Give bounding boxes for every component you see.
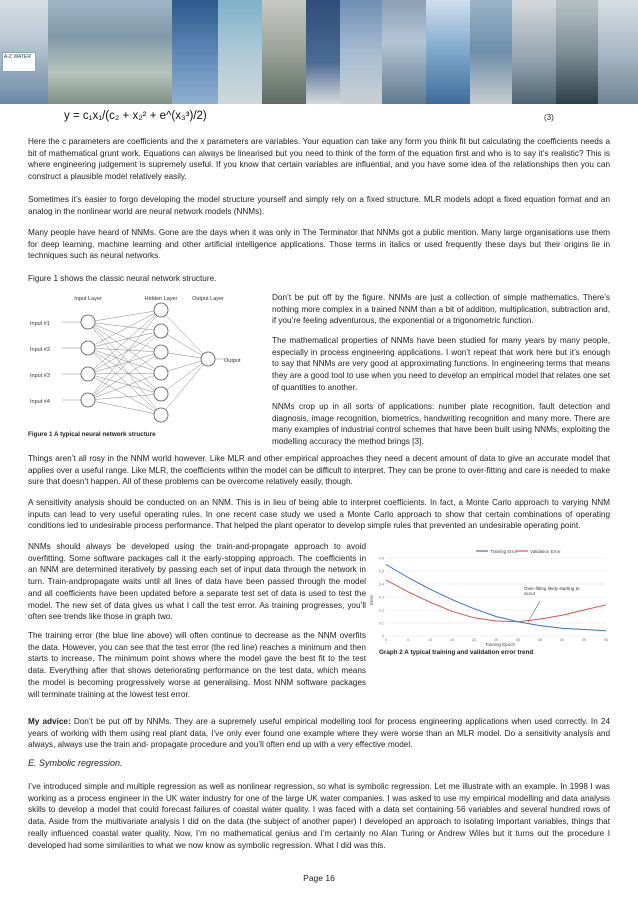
nn-output-node	[201, 352, 215, 366]
equation-number: (3)	[544, 113, 554, 122]
advice-label: My advice:	[28, 717, 71, 726]
advice-paragraph	[28, 716, 610, 751]
advice-text: Don’t be put off by NNMs. They are a supremely useful empirical modelling tool for process engineering applications when used correctly. In 24 years of working with them using real plant data, I’ve only ever found one example where they were worse than an MLR model. Do a sensitivity analysis and always, always use the train and- propagate procedure and you’ll often end up with a very effective model.	[28, 717, 610, 750]
nn-edge-input-hidden	[88, 400, 161, 415]
nn-edge-input-hidden	[88, 331, 161, 348]
x-tick-label: 10	[427, 638, 433, 642]
paragraph-7: I’ve introduced simple and multiple regression as well as nonlinear regression, so what is symbolic regression. Let me illustrate with an example. In 1998 I was working as a process engineer in the UK water industry for one of the large UK water companies. I was asked to use my empirical modelling and data analysis skills to develop a model that could forecast failures of coastal water quality. I was faced with a data set containing 56 variables and several hundred rows of data. Aside from the multivariate analysis I did on the data (the subject of another paper) I developed an approach to isolating important variables, things that really influenced coastal water quality. Now, I’m no mathematical genius and I’m certainly no Alan Turing or Andrew Wiles but it turns out the procedure I developed had some similarities to what we now know as symbolic regression. What I did was this.	[28, 782, 610, 850]
x-tick-label: 25	[493, 638, 499, 642]
nn-edge-input-hidden	[88, 322, 161, 415]
paragraph-6: A sensitivity analysis should be conducted on an NNM. This is in lieu of being able to interpret coefficients. In fact, a Monte Carlo approach to varying NNM inputs can lead to very useful operating rules. In one recent case study we used a Monte Carlo approach to show that certain combinations of operating conditions led to undesirable process performance. That helped the plant operator to develop simple rules that prevented an undesirable operating point.	[28, 498, 610, 531]
nn-hidden-node	[154, 408, 168, 422]
graph-2-caption: Graph 2 A typical training and validation error trend	[379, 649, 534, 656]
equation	[64, 110, 207, 122]
y-tick-label: 0.3	[378, 595, 384, 600]
nn-hidden-node	[154, 387, 168, 401]
right-paragraph-2: The mathematical properties of NNMs have been studied for many years by many people, especially in process engineering applications. I won’t repeat that work here but it’s enough to say that NNMs are very good at approximating functions. In engineering terms that means they are a good tool to use when you need to develop an empirical model that relates one set of quantities to another.	[272, 336, 610, 392]
right-paragraph-3: NNMs crop up in all sorts of applications: number plate recognition, fault detection and diagnosis, image recognition, biometrics, handwriting recognition and many more. There are many examples of industrial control schemes that have been built using NNMs, exploiting the modelling accuracy the method brings [3].	[272, 402, 610, 447]
banner-photo-7	[382, 0, 426, 104]
x-tick-label: 20	[471, 638, 477, 642]
x-tick-label: 30	[515, 638, 521, 642]
banner-photo-4	[262, 0, 306, 104]
nn-edge-input-hidden	[88, 352, 161, 400]
input-layer-label: Input Layer	[74, 296, 102, 302]
nn-edge-input-hidden	[88, 373, 161, 374]
banner-photo-11	[556, 0, 598, 104]
banner-photo-5	[306, 0, 340, 104]
x-tick-label: 5	[406, 638, 410, 642]
banner-logo: A-Z WATER	[2, 52, 36, 72]
banner-photo-8	[426, 0, 470, 104]
equation-text: y = c₁x₁/(c₂ + x₂² + e^(x₃³)/2)	[64, 110, 207, 122]
figure-1-caption: Figure 1 A typical neural network structure	[28, 431, 156, 438]
nn-edge-input-hidden	[88, 348, 161, 352]
y-tick-label: 0.5	[378, 569, 384, 574]
input-label-1: Input #1	[30, 321, 50, 327]
nn-edge-input-hidden	[88, 348, 161, 373]
paragraph-4: Figure 1 shows the classic neural network structure.	[28, 274, 217, 283]
graph-2-xlabel: Training Epoch	[484, 642, 516, 647]
nn-input-node	[81, 367, 95, 381]
output-layer-label: Output Layer	[192, 296, 224, 302]
nn-edge-hidden-output	[161, 359, 208, 415]
nn-input-node	[81, 393, 95, 407]
input-label-4: Input #4	[30, 399, 50, 405]
banner-photo-6	[340, 0, 382, 104]
right-paragraph-1: Don’t be put off by the figure. NNMs are just a collection of simple mathematics. There’s nothing more complex in a trained NNM than a bit of addition, multiplication, subtraction and, if you’re feeling adventurous, the exponential or a trigonometric function.	[272, 293, 610, 326]
nn-edge-hidden-output	[161, 331, 208, 359]
banner-photo-2	[172, 0, 218, 104]
x-tick-label: 15	[449, 638, 455, 642]
banner-photo-12	[598, 0, 638, 104]
input-label-2: Input #2	[30, 347, 50, 353]
nn-edge-input-hidden	[88, 374, 161, 415]
left-paragraph-1: NNMs should always be developed using the train-and-propagate approach to avoid overfitting. Some software packages call it the early-stopping approach. The coefficients in an NNM are determined iteratively by passing each set of input data through the network in turn. Train-andpropagate waits until all lines of data have been passed through the model and all coefficients have been updated before a separate test set of data is used to test the model. The new set of data gives us what I call the test error. As training progresses, you’ll often see trends like those in graph two.	[28, 542, 366, 622]
input-label-3: Input #3	[30, 373, 50, 379]
banner-photo-1	[48, 0, 172, 104]
paragraph-3: Many people have heard of NNMs. Gone are the days when it was only in The Terminator that NNMs got a public mention. Many large organisations use them for deep learning, machine learning and other artificial intelligence applications. Those terms in italics or used frequently these days but their origins lie in techniques such as neural networks.	[28, 228, 610, 261]
nn-edge-input-hidden	[88, 310, 161, 374]
nn-hidden-node	[154, 324, 168, 338]
banner-photo-10	[512, 0, 556, 104]
x-tick-label: 35	[537, 638, 543, 642]
left-paragraph-2: The training error (the blue line above) will often continue to decrease as the NNM overfits the data. However, you can see that the test error (the red line) reaches a minimum and then starts to increase. The minimum point shows where the model gave the best fit to the test data. Everything after that shows deteriorating performance on the test data, which means the model is becoming progressively worse at generalising. Most NNM software packages will terminate training at the lowest test error.	[28, 631, 366, 699]
nn-edge-input-hidden	[88, 394, 161, 400]
nn-hidden-node	[154, 366, 168, 380]
nn-edge-hidden-output	[161, 359, 208, 394]
paragraph-2: Sometimes it’s easier to forgo developing the model structure yourself and simply rely on a fixed structure. MLR models adopt a fixed equation format and an analog in the nonlinear world are neural network models (NNMs).	[28, 195, 610, 216]
legend-validation-label: Validation Error	[530, 549, 561, 554]
y-tick-label: 0.6	[378, 556, 384, 561]
graph-2-error-trend	[368, 544, 612, 648]
nn-edge-input-hidden	[88, 310, 161, 322]
y-tick-label: 0.4	[378, 582, 384, 587]
x-tick-label: 45	[581, 638, 587, 642]
nn-edge-input-hidden	[88, 331, 161, 374]
paragraph-5: Things aren’t all rosy in the NNM world however. Like MLR and other empirical approaches they need a decent amount of data to give an accurate model that applies over a useful range. Like MLR, the coefficients within the model can be difficult to interpret. They can be prone to over-fitting and care is needed to make sure that doesn’t happen. All of these problems can be overcome relatively easily, though.	[28, 454, 610, 487]
x-tick-label: 40	[559, 638, 565, 642]
nn-input-node	[81, 315, 95, 329]
figure-1-neural-network	[28, 290, 256, 436]
output-label: Output	[224, 358, 241, 364]
graph-2-ylabel: Error	[369, 595, 374, 605]
legend-training-label: Training Error	[490, 549, 518, 554]
hidden-layer-label: Hidden Layer	[144, 296, 178, 302]
overfitting-annotation: Over-fitting likely starting to occur	[524, 586, 580, 597]
nn-hidden-node	[154, 303, 168, 317]
banner-photo-9	[470, 0, 512, 104]
paragraph-1: Here the c parameters are coefficients and the x parameters are variables. Your equation can take any form you think fit but calculating the coefficients needs a bit of mathematical grunt work. Equations can always be linearised but you need to think of the form of the equation first and who is to say it’s realistic? This is where engineering judgement is supremely useful. If you know that certain variables are influential, and you have some idea of the relationships then you can construct a plausible model relatively easily.	[28, 137, 610, 182]
x-tick-label: 0	[384, 638, 388, 642]
nn-input-node	[81, 341, 95, 355]
y-tick-label: 0.1	[378, 621, 384, 626]
y-tick-label: 0.2	[378, 608, 384, 613]
page-number: Page 16	[303, 873, 335, 883]
header-banner	[0, 0, 638, 104]
section-heading: E. Symbolic regression.	[28, 758, 123, 768]
nn-hidden-node	[154, 345, 168, 359]
x-tick-label: 50	[603, 638, 609, 642]
y-tick-label: 0	[381, 634, 384, 639]
banner-photo-3	[218, 0, 262, 104]
